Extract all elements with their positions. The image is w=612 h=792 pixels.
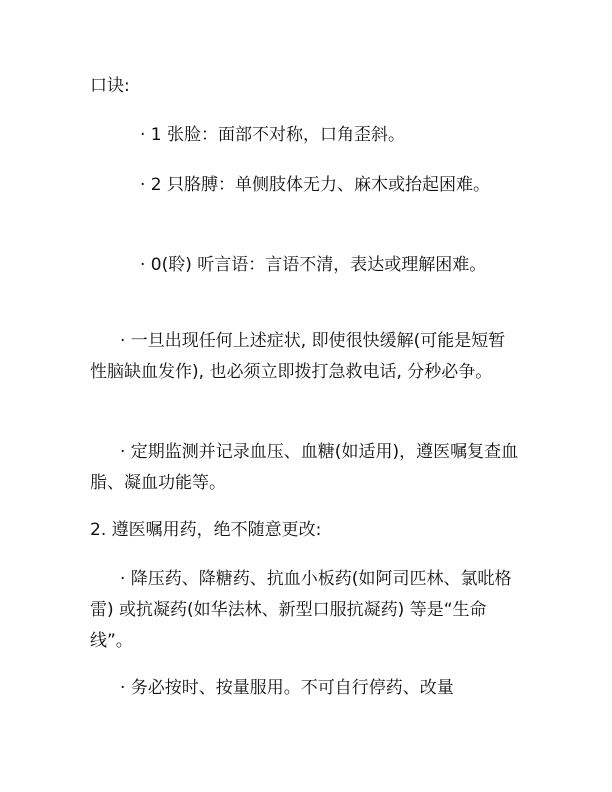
monitoring-paragraph: · 定期监测并记录血压、血糖(如适用)，遵医嘱复查血脂、凝血功能等。 (90, 442, 519, 493)
mnemonic-item-face: · 1 张脸：面部不对称，口角歪斜。 (140, 125, 406, 145)
mnemonic-item-speech: · 0(聆) 听言语：言语不清，表达或理解困难。 (140, 255, 487, 275)
medication-list-paragraph: · 降压药、降糖药、抗血小板药(如阿司匹林、氯吡格雷) 或抗凝药(如华法林、新型口服抗凝药) 等是“生命线”。 (90, 569, 512, 651)
emergency-call-paragraph: · 一旦出现任何上述症状, 即使很快缓解(可能是短暂性脑缺血发作), 也必须立即拨打急救电话, 分秒必争。 (90, 331, 506, 382)
medication-compliance-paragraph: · 务必按时、按量服用。不可自行停药、改量 (120, 678, 454, 698)
mnemonic-item-arm: · 2 只胳膊：单侧肢体无力、麻木或抬起困难。 (140, 175, 491, 195)
mnemonic-heading: 口诀: (90, 76, 130, 96)
section-heading-medication: 2. 遵医嘱用药，绝不随意更改: (90, 520, 322, 540)
